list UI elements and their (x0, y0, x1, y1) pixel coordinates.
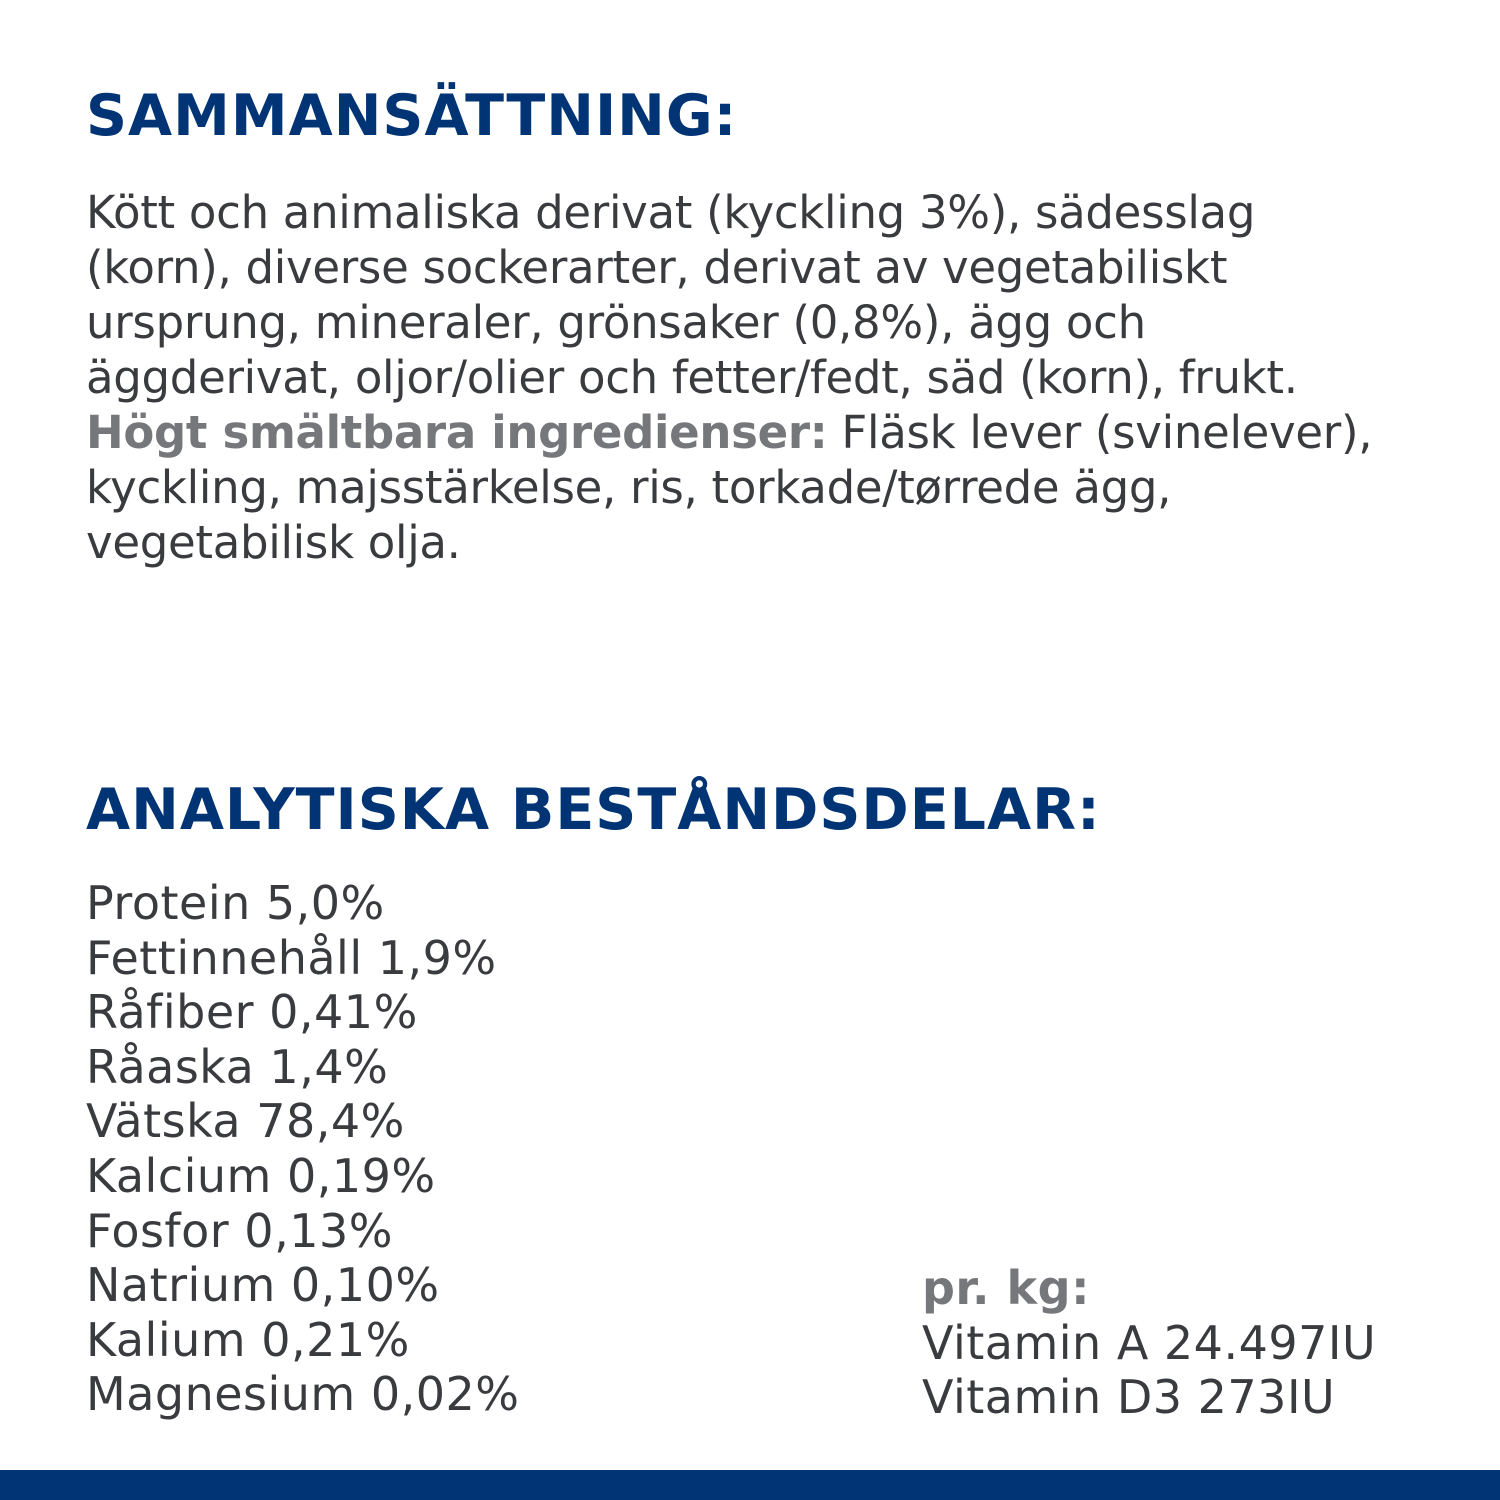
analytical-item-ash: Råaska 1,4% (86, 1039, 389, 1094)
analytical-list (86, 876, 520, 1422)
analytical-item-protein: Protein 5,0% (86, 876, 385, 930)
analytical-item-sodium: Natrium 0,10% (86, 1258, 440, 1313)
analytical-item-calcium: Kalcium 0,19% (86, 1148, 436, 1203)
analytical-item-moisture: Vätska 78,4% (86, 1094, 405, 1149)
highly-digestible-line: vegetabilisk olja. (86, 516, 461, 569)
analytical-item-phosphorus: Fosfor 0,13% (86, 1203, 393, 1258)
per-kg-label: pr. kg: (922, 1261, 1090, 1315)
composition-text (86, 185, 1466, 570)
composition-line: (korn), diverse sockerarter, derivat av vegetabiliskt (86, 241, 1228, 294)
vitamins-block (922, 1261, 1376, 1425)
composition-heading: SAMMANSÄTTNING: (86, 83, 738, 149)
highly-digestible-line (86, 405, 1466, 460)
analytical-item-potassium: Kalium 0,21% (86, 1312, 410, 1367)
analytical-item-fiber: Råfiber 0,41% (86, 985, 418, 1040)
analytical-heading: ANALYTISKA BESTÅNDSDELAR: (86, 777, 1101, 843)
footer-brand-bar (0, 1470, 1500, 1500)
composition-line: äggderivat, oljor/olier och fetter/fedt, säd (korn), frukt. (86, 351, 1298, 404)
analytical-item-fat: Fettinnehåll 1,9% (86, 930, 497, 985)
vitamin-a-item: Vitamin A 24.497IU (922, 1315, 1377, 1370)
highly-digestible-label: Högt smältbara ingredienser: (86, 406, 828, 459)
analytical-item-magnesium: Magnesium 0,02% (86, 1367, 520, 1422)
composition-line: ursprung, mineraler, grönsaker (0,8%), ägg och (86, 296, 1146, 349)
highly-digestible-text: Fläsk lever (svinelever), (827, 406, 1373, 459)
vitamins-list (922, 1316, 1376, 1425)
highly-digestible-line: kyckling, majsstärkelse, ris, torkade/tørrede ägg, (86, 461, 1172, 514)
vitamin-d3-item: Vitamin D3 273IU (922, 1370, 1336, 1425)
composition-line: Kött och animaliska derivat (kyckling 3%), sädesslag (86, 186, 1256, 239)
